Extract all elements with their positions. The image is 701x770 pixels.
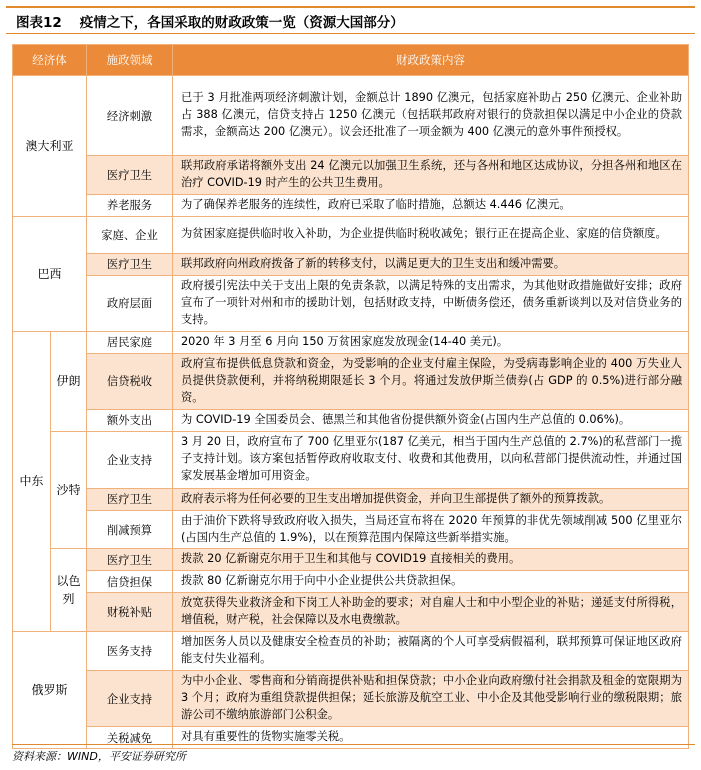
- table-row: [13, 156, 689, 195]
- field-cell: 医疗卫生: [87, 253, 173, 275]
- region-russia: 俄罗斯: [13, 632, 87, 749]
- subregion-israel: 以色列: [51, 549, 87, 632]
- table-row: [13, 632, 689, 671]
- content-cell: 为了确保养老服务的连续性，政府已采取了临时措施，总额达 4.446 亿澳元。: [173, 194, 689, 216]
- content-cell: 拨款 20 亿新谢克尔用于卫生和其他与 COVID19 直接相关的费用。: [173, 549, 689, 571]
- table-header-row: [13, 45, 689, 76]
- table-row: [13, 194, 689, 216]
- content-cell: 放宽获得失业救济金和下岗工人补助金的要求；对自雇人士和中小型企业的补贴；递延支付所得税，增值税，财产税，社会保障以及水电费缴款。: [173, 593, 689, 632]
- field-cell: 财税补贴: [87, 593, 173, 632]
- subregion-saudi: 沙特: [51, 431, 87, 549]
- figure-title: [6, 6, 695, 34]
- table-row: [13, 253, 689, 275]
- table-row: [13, 409, 689, 431]
- fiscal-policy-table: [12, 44, 689, 749]
- content-cell: 为 COVID-19 全国委员会、德黑兰和其他省份提供额外资金(占国内生产总值的 0.06%)。: [173, 409, 689, 431]
- subregion-iran: 伊朗: [51, 331, 87, 431]
- field-cell: 信贷税收: [87, 353, 173, 409]
- content-cell: 联邦政府向州政府拨备了新的转移支付，以满足更大的卫生支出和缓冲需要。: [173, 253, 689, 275]
- field-cell: 企业支持: [87, 671, 173, 727]
- table-row: [13, 488, 689, 510]
- table-row: [13, 671, 689, 727]
- field-cell: 信贷担保: [87, 571, 173, 593]
- source-note: 资料来源：WIND，平安证券研究所: [12, 744, 695, 764]
- field-cell: 经济刺激: [87, 76, 173, 156]
- field-cell: 养老服务: [87, 194, 173, 216]
- table-row: [13, 331, 689, 353]
- table-row: [13, 510, 689, 549]
- content-cell: 由于油价下跌将导致政府收入损失，当局还宣布将在 2020 年预算的非优先领域削减 500 亿里亚尔(占国内生产总值的 1.9%)，以在预算范围内保障这些新举措实施。: [173, 510, 689, 549]
- field-cell: 企业支持: [87, 431, 173, 488]
- content-cell: 政府援引宪法中关于支出上限的免责条款，以满足特殊的支出需求，为其他财政措施做好安排；政府宣布了一项针对州和市的援助计划，包括财政支持，中断债务偿还，债务重新谈判以及对信贷业务的支持。: [173, 275, 689, 331]
- figure-title-text: 疫情之下，各国采取的财政政策一览（资源大国部分）: [79, 14, 404, 31]
- table-row: [13, 549, 689, 571]
- table-row: [13, 431, 689, 488]
- table-row: [13, 76, 689, 156]
- table-row: [13, 353, 689, 409]
- content-cell: 为中小企业、零售商和分销商提供补贴和担保贷款；中小企业向政府缴付社会捐款及租金的宽限期为 3 个月；政府为重组贷款提供担保；延长旅游及航空工业、中小企及其他受影响行业的缴税限期；旅游公司不缴纳旅游部门公积金。: [173, 671, 689, 727]
- content-cell: 增加医务人员以及健康安全检查员的补助；被隔离的个人可享受病假福利，联邦预算可保证地区政府能支付失业福利。: [173, 632, 689, 671]
- region-brazil: 巴西: [13, 216, 87, 331]
- table-row: [13, 275, 689, 331]
- content-cell: 2020 年 3 月至 6 月向 150 万贫困家庭发放现金(14-40 美元)。: [173, 331, 689, 353]
- table-row: [13, 593, 689, 632]
- content-cell: 政府表示将为任何必要的卫生支出增加提供资金，并向卫生部提供了额外的预算拨款。: [173, 488, 689, 510]
- field-cell: 医务支持: [87, 632, 173, 671]
- region-middle-east: 中东: [13, 331, 51, 631]
- content-cell: 为贫困家庭提供临时收入补助，为企业提供临时税收减免；银行正在提高企业、家庭的信贷额度。: [173, 216, 689, 253]
- field-cell: 关税减免: [87, 727, 173, 749]
- header-content: 财政政策内容: [173, 45, 689, 76]
- content-cell: 联邦政府承诺将额外支出 24 亿澳元以加强卫生系统，还与各州和地区达成协议，分担各州和地区在治疗 COVID-19 时产生的公共卫生费用。: [173, 156, 689, 195]
- field-cell: 削减预算: [87, 510, 173, 549]
- table-row: [13, 571, 689, 593]
- content-cell: 政府宣布提供低息贷款和资金，为受影响的企业支付雇主保险，为受病毒影响企业的 400 万失业人员提供贷款便利，并将纳税期限延长 3 个月。将通过发放伊斯兰债券(占 GDP 的 0.5%)进行部分融资。: [173, 353, 689, 409]
- field-cell: 家庭、企业: [87, 216, 173, 253]
- field-cell: 政府层面: [87, 275, 173, 331]
- field-cell: 居民家庭: [87, 331, 173, 353]
- field-cell: 医疗卫生: [87, 549, 173, 571]
- header-field: 施政领域: [87, 45, 173, 76]
- content-cell: 已于 3 月批准两项经济刺激计划，金额总计 1890 亿澳元，包括家庭补助占 250 亿澳元、企业补助占 388 亿澳元，信贷支持占 1250 亿澳元（包括联邦政府对银行的贷款担保以满足中小企业的贷款需求，金额高达 200 亿澳元）。议会还批准了一项金额为 400 亿澳元的意外事件预授权。: [173, 76, 689, 156]
- field-cell: 医疗卫生: [87, 488, 173, 510]
- field-cell: 医疗卫生: [87, 156, 173, 195]
- table-row: [13, 216, 689, 253]
- content-cell: 拨款 80 亿新谢克尔用于向中小企业提供公共贷款担保。: [173, 571, 689, 593]
- figure-number: 图表12: [16, 14, 62, 31]
- content-cell: 对具有重要性的货物实施零关税。: [173, 727, 689, 749]
- field-cell: 额外支出: [87, 409, 173, 431]
- header-economy: 经济体: [13, 45, 87, 76]
- region-australia: 澳大利亚: [13, 76, 87, 217]
- content-cell: 3 月 20 日，政府宣布了 700 亿里亚尔(187 亿美元，相当于国内生产总值的 2.7%)的私营部门一揽子支持计划。该方案包括暂停政府收取支付、收费和其他费用，以向私营部门提供流动性，并通过国家发展基金增加可用资金。: [173, 431, 689, 488]
